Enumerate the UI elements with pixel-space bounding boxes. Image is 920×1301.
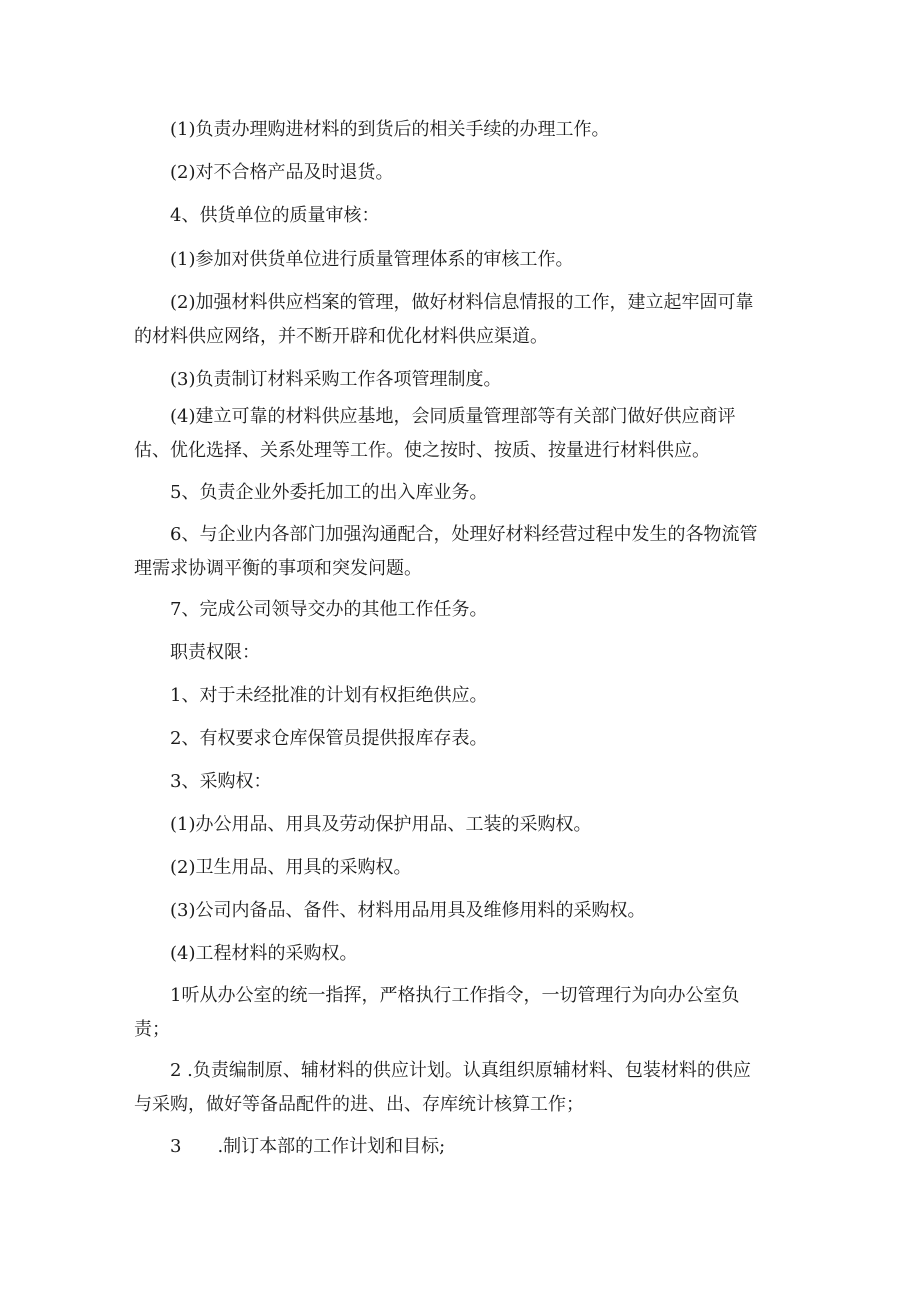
paragraph-15: (1)办公用品、用具及劳动保护用品、工装的采购权。 bbox=[170, 814, 592, 835]
paragraph-16: (2)卫生用品、用具的采购权。 bbox=[170, 857, 412, 878]
paragraph-1: (1)负责办理购进材料的到货后的相关手续的办理工作。 bbox=[170, 119, 610, 140]
paragraph-17: (3)公司内备品、备件、材料用品用具及维修用料的采购权。 bbox=[170, 900, 646, 921]
paragraph-14: 3、采购权： bbox=[170, 771, 272, 792]
paragraph-11: 职责权限： bbox=[170, 642, 260, 663]
paragraph-20: 2 .负责编制原、辅材料的供应计划。认真组织原辅材料、包装材料的供应与采购，做好等备品配件的进、出、存库统计核算工作； bbox=[134, 1060, 751, 1115]
paragraph-5: (2)加强材料供应档案的管理，做好材料信息情报的工作，建立起牢固可靠的材料供应网络，并不断开辟和优化材料供应渠道。 bbox=[134, 292, 754, 347]
paragraph-8: 5、负责企业外委托加工的出入库业务。 bbox=[170, 482, 488, 503]
paragraph-9: 6、与企业内各部门加强沟通配合，处理好材料经营过程中发生的各物流管理需求协调平衡的事项和突发问题。 bbox=[134, 524, 758, 579]
paragraph-6: (3)负责制订材料采购工作各项管理制度。 bbox=[170, 369, 502, 390]
paragraph-3: 4、供货单位的质量审核： bbox=[170, 205, 380, 226]
paragraph-7: (4)建立可靠的材料供应基地，会同质量管理部等有关部门做好供应商评估、优化选择、关系处理等工作。使之按时、按质、按量进行材料供应。 bbox=[134, 406, 736, 461]
paragraph-4: (1)参加对供货单位进行质量管理体系的审核工作。 bbox=[170, 249, 574, 270]
paragraph-12: 1、对于未经批准的计划有权拒绝供应。 bbox=[170, 685, 488, 706]
paragraph-19: 1听从办公室的统一指挥，严格执行工作指令，一切管理行为向办公室负责； bbox=[134, 985, 740, 1040]
paragraph-13: 2、有权要求仓库保管员提供报库存表。 bbox=[170, 728, 488, 749]
paragraph-21: 3 .制订本部的工作计划和目标; bbox=[170, 1136, 446, 1157]
paragraph-2: (2)对不合格产品及时退货。 bbox=[170, 162, 394, 183]
paragraph-10: 7、完成公司领导交办的其他工作任务。 bbox=[170, 599, 488, 620]
paragraph-18: (4)工程材料的采购权。 bbox=[170, 943, 358, 964]
